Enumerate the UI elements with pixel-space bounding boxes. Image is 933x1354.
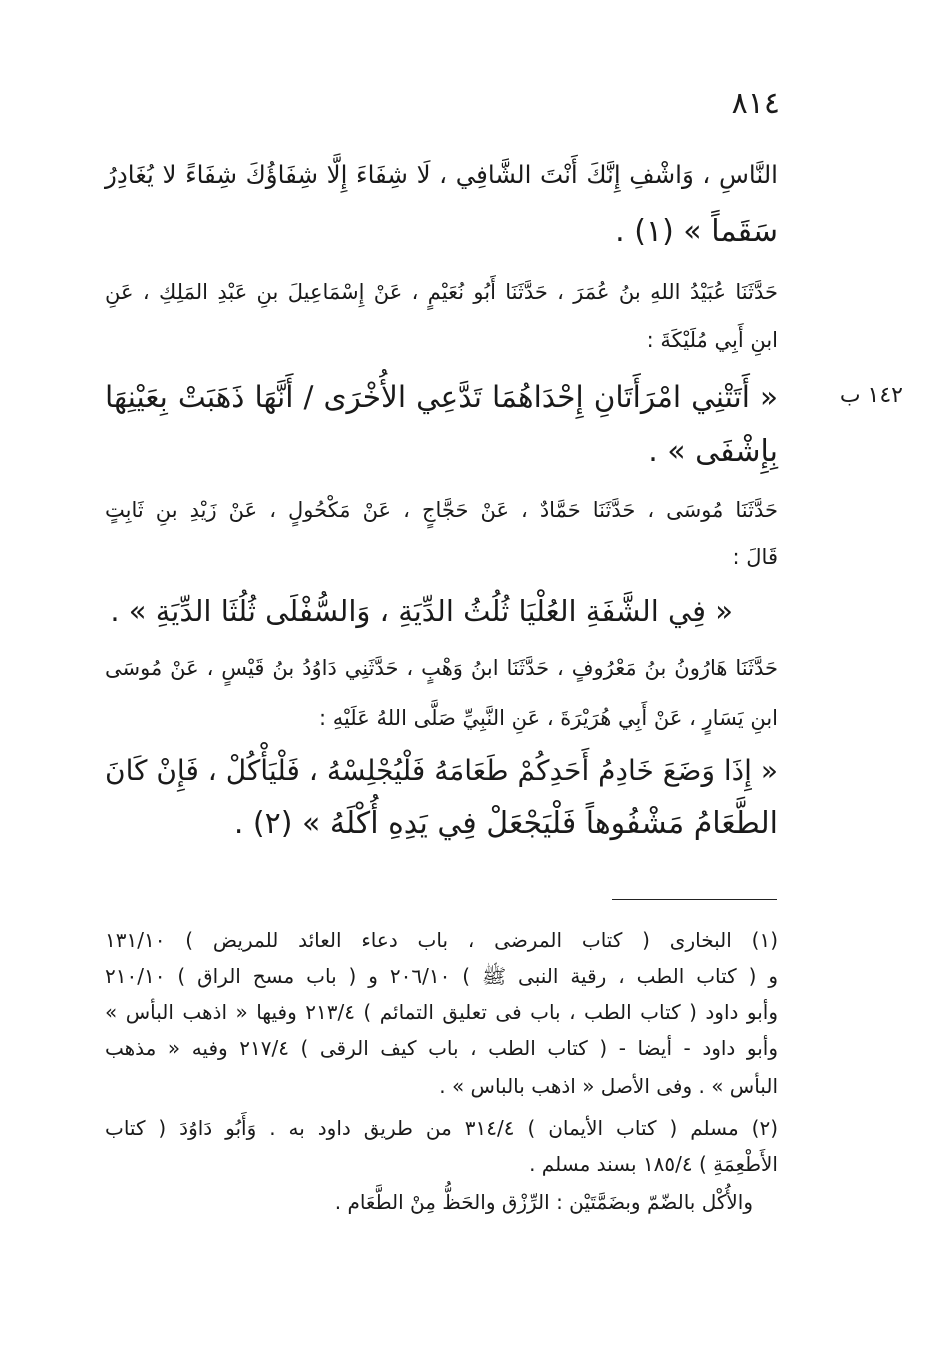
hadith-text-line: النَّاسِ ، وَاشْفِ إِنَّكَ أَنْتَ الشَّافِي ، لَا شِفَاءَ إِلَّا شِفَاؤُكَ شِفَاءً لا يُغَادِرُ xyxy=(105,160,778,189)
isnad-line: حَدَّثَنَا هَارُونُ بنُ مَعْرُوفٍ ، حَدَّثَنَا ابنُ وَهْبٍ ، حَدَّثَنِي دَاوُدُ بنُ قَيْسٍ ، عَنْ مُوسَى xyxy=(105,656,778,680)
footnote-line: البأس » . وفى الأصل « اذهب بالباس » . xyxy=(439,1074,778,1098)
isnad-line: ابنِ يَسَارٍ ، عَنْ أَبِي هُرَيْرَةَ ، عَنِ النَّبِيِّ صَلَّى اللهُ عَلَيْهِ : xyxy=(318,706,778,730)
isnad-line: حَدَّثَنَا مُوسَى ، حَدَّثَنَا حَمَّادٌ ، عَنْ حَجَّاجٍ ، عَنْ مَكْحُولٍ ، عَنْ زَيْدِ بنِ ثَابِتٍ xyxy=(105,498,778,522)
footnote-line: و ( كتاب الطب ، رقية النبى ﷺ ) ٢٠٦/١٠ و ( باب مسح الراق ) ٢١٠/١٠ xyxy=(105,964,778,988)
footnote-line: الأَطْعِمَةِ ) ١٨٥/٤ بسند مسلم . xyxy=(529,1152,778,1176)
footnote-divider xyxy=(612,899,777,900)
footnote-line: (١) البخارى ( كتاب المرضى ، باب دعاء العائد للمريض ) ١٣١/١٠ xyxy=(105,928,778,952)
hadith-text-line: « فِي الشَّفَةِ العُلْيَا ثُلُثُ الدِّيَةِ ، وَالسُّفْلَى ثُلُثَا الدِّيَةِ » . xyxy=(110,594,733,628)
hadith-text-line: « إِذَا وَضَعَ خَادِمُ أَحَدِكُمْ طَعَامَهُ فَلْيُجْلِسْهُ ، فَلْيَأْكُلْ ، فَإِنْ كَانَ xyxy=(105,754,778,787)
isnad-line: قَالَ : xyxy=(732,545,778,569)
hadith-text-line: « أَتَتْنِي امْرَأَتَانِ إِحْدَاهُمَا تَدَّعِي الأُخْرَى / أَنَّهَا ذَهَبَتْ بِعَيْنِهَا xyxy=(105,380,778,414)
hadith-text-line: بِإِشْفَى » . xyxy=(648,434,778,469)
isnad-line: ابنِ أَبِي مُلَيْكَةَ : xyxy=(646,328,778,352)
margin-folio-note: ١٤٢ ب xyxy=(839,383,903,408)
footnote-line: (٢) مسلم ( كتاب الأيمان ) ٣١٤/٤ من طريق داود به . وَأَبُو دَاوُدَ ( كتاب xyxy=(105,1116,779,1140)
hadith-text-line: الطَّعَامُ مَشْفُوهاً فَلْيَجْعَلْ فِي يَدِهِ أُكْلَهُ » (٢) . xyxy=(233,806,778,841)
page-number: ٨١٤ xyxy=(731,86,780,121)
footnote-line: وأبو داود - أيضا - ( كتاب الطب ، باب كيف الرقى ) ٢١٧/٤ وفيه « مذهب xyxy=(105,1036,778,1060)
isnad-line: حَدَّثَنَا عُبَيْدُ اللهِ بنُ عُمَرَ ، حَدَّثَنَا أَبُو نُعَيْمٍ ، عَنْ إِسْمَاعِيلَ بنِ عَبْدِ المَلِكِ ، عَنِ xyxy=(105,280,778,304)
footnote-line: والأُكْل بالضّمّ وبضَمَّتَيْن : الرِّزْق والحَظُّ مِنْ الطَّعَام . xyxy=(334,1190,753,1214)
footnote-line: وأبو داود ( كتاب الطب ، باب فى تعليق التمائم ) ٢١٣/٤ وفيها « اذهب البأس » xyxy=(105,1000,778,1024)
hadith-text-line: سَقَماً » (١) . xyxy=(615,214,778,249)
